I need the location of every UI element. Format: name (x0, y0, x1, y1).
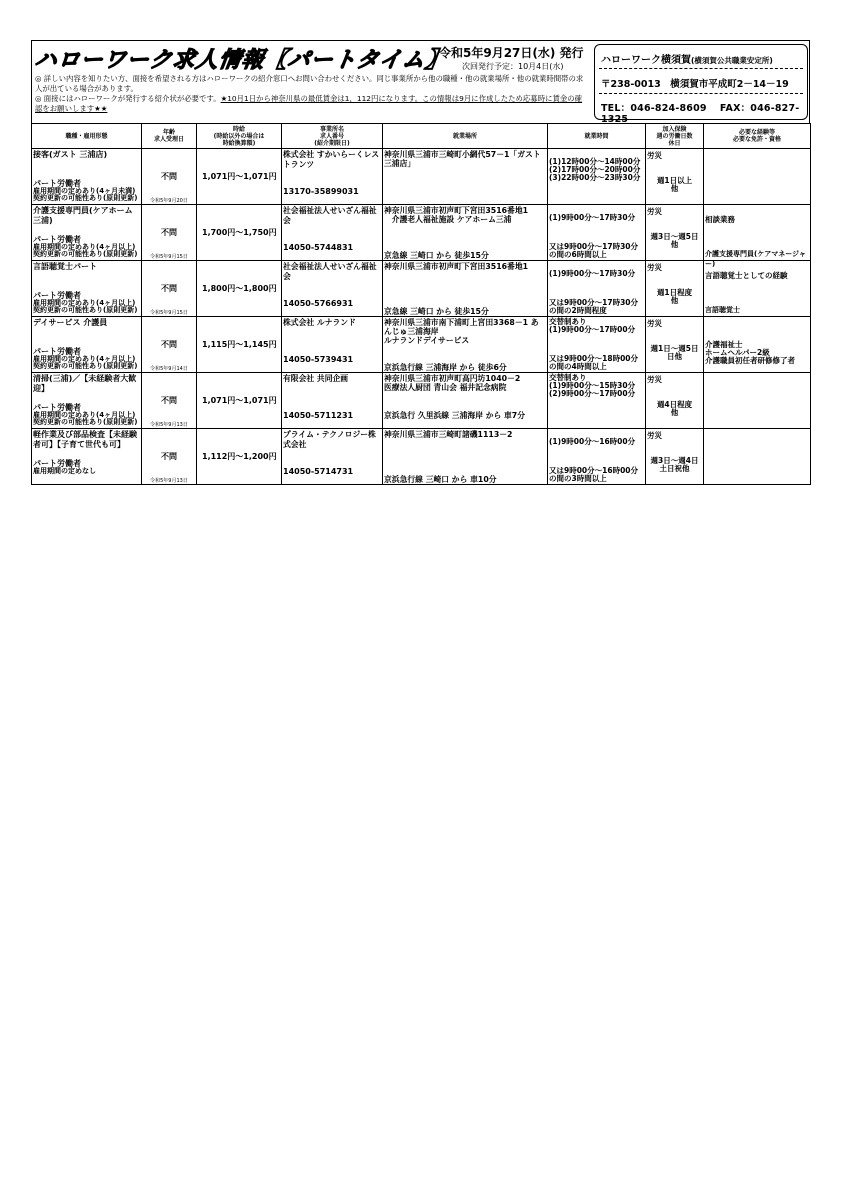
employment-type (33, 236, 140, 259)
hourly-wage: 1,071円～1,071円 (202, 396, 277, 405)
office-name (601, 51, 773, 66)
employment-label: パート労働者 (33, 403, 81, 412)
workplace-address: 神奈川県三浦市初声町下宮田3516番地1 (384, 262, 529, 271)
office-divider (599, 68, 803, 69)
contract-renewal: 契約更新の可能性あり(原則更新) (33, 306, 138, 314)
work-hours-alt: 又は9時00分～16時00分 の間の3時間以上 (549, 466, 639, 483)
company-cell (282, 205, 383, 261)
age-requirement: 不問 (161, 172, 177, 181)
qualification-cell (704, 317, 811, 373)
work-days: 週1日以上 他 (656, 176, 693, 193)
hours-cell (548, 429, 646, 485)
access-info: 京浜急行 久里浜線 三浦海岸 から 車7分 (384, 411, 526, 420)
job-number: 14050-5739431 (283, 355, 354, 364)
column-header: 必要な経験等 必要な免許・資格 (704, 124, 811, 149)
job-title: 清掃(三浦)／【未経験者大歓迎】 (33, 374, 137, 393)
column-header: 加入保険 週の労働日数 休日 (646, 124, 704, 149)
hours-cell (548, 149, 646, 205)
insurance: 労災 (647, 207, 662, 216)
access-info: 京浜急行線 三浦海岸 から 徒歩6分 (384, 363, 507, 372)
wage-cell (197, 317, 282, 373)
work-days: 週1日程度 他 (656, 288, 693, 305)
wage-cell (197, 149, 282, 205)
work-hours: 交替制あり (1)9時00分～17時00分 (549, 317, 636, 334)
employment-label: パート労働者 (33, 235, 81, 244)
access-info: 京浜急行線 三崎口 から 車10分 (384, 475, 497, 484)
insurance-cell (646, 429, 704, 485)
employment-term: 雇用期間の定めあり(4ヶ月以上) (33, 298, 136, 307)
company-cell (282, 261, 383, 317)
hours-cell (548, 261, 646, 317)
work-hours-alt: 又は9時00分～17時30分 の間の2時間程度 (549, 298, 639, 315)
job-cell (32, 261, 142, 317)
column-header: 就業時間 (548, 124, 646, 149)
job-cell (32, 149, 142, 205)
job-cell (32, 205, 142, 261)
contract-renewal: 契約更新の可能性あり(原則更新) (33, 250, 138, 258)
qualification-cell (704, 373, 811, 429)
received-date: 令和5年9月13日 (150, 422, 188, 428)
page-title: ハローワーク求人情報【パートタイム】 (32, 47, 451, 73)
employment-label: パート労働者 (33, 347, 81, 356)
received-date: 令和5年9月15日 (150, 310, 188, 316)
company-cell (282, 149, 383, 205)
notice-1: ◎ 詳しい内容を知りたい方、面接を希望される方はハローワークの紹介窓口へお問い合わせください。同じ事業所から他の職種・他の就業場所・他の就業時間帯の求人が出ている場合があります。 (35, 74, 584, 93)
company-name: 株式会社 ルナランド (283, 318, 356, 327)
employment-term: 雇用期間の定めあり(4ヶ月以上) (33, 242, 136, 251)
work-hours: (1)9時00分～17時30分 (549, 213, 636, 222)
job-number: 14050-5711231 (283, 411, 354, 420)
column-header: 年齢 求人受理日 (142, 124, 197, 149)
age-cell (142, 205, 197, 261)
hourly-wage: 1,071円～1,071円 (202, 172, 277, 181)
office-divider (599, 93, 803, 94)
access-info: 京急線 三崎口 から 徒歩15分 (384, 307, 489, 316)
hourly-wage: 1,800円～1,800円 (202, 284, 277, 293)
wage-cell (197, 373, 282, 429)
job-title: 言語聴覚士パート (33, 262, 97, 271)
hourly-wage: 1,115円～1,145円 (202, 340, 277, 349)
job-number: 14050-5766931 (283, 299, 354, 308)
insurance-cell (646, 261, 704, 317)
employment-type (33, 460, 140, 475)
employment-label: パート労働者 (33, 179, 81, 188)
job-cell (32, 373, 142, 429)
table-row[interactable] (32, 261, 811, 317)
employment-type (33, 292, 140, 315)
contract-renewal: 契約更新の可能性あり(原則更新) (33, 362, 138, 370)
workplace-address: 神奈川県三浦市南下浦町上宮田3368－1 あんじゅ三浦海岸 ルナランドデイサービス (384, 318, 539, 345)
column-header: 職種・雇用形態 (32, 124, 142, 149)
insurance: 労災 (647, 431, 662, 440)
hourly-wage: 1,112円～1,200円 (202, 452, 277, 461)
job-number: 14050-5714731 (283, 467, 354, 476)
workplace-cell (383, 261, 548, 317)
company-name: 有限会社 共同企画 (283, 374, 349, 383)
company-cell (282, 373, 383, 429)
table-row[interactable] (32, 317, 811, 373)
age-requirement: 不問 (161, 228, 177, 237)
job-cell (32, 429, 142, 485)
employment-term: 雇用期間の定めあり(4ヶ月以上) (33, 410, 136, 419)
notice-text (35, 74, 587, 114)
office-name-sub: (横須賀公共職業安定所) (691, 56, 773, 65)
job-title: 介護支援専門員(ケアホーム三浦) (33, 206, 133, 225)
employment-type (33, 348, 140, 371)
company-name: 社会福祉法人せいざん福祉会 (283, 206, 377, 225)
table-row[interactable] (32, 205, 811, 261)
job-number: 13170-35899031 (283, 187, 359, 196)
job-cell (32, 317, 142, 373)
job-title: 軽作業及び部品検査【未経験者可】【子育て世代も可】 (33, 430, 137, 449)
employment-term: 雇用期間の定めあり(4ヶ月以上) (33, 354, 136, 363)
age-cell (142, 261, 197, 317)
qualification-cell (704, 205, 811, 268)
wage-cell (197, 205, 282, 261)
workplace-cell (383, 149, 548, 205)
employment-type (33, 404, 140, 427)
company-name: 社会福祉法人せいざん福祉会 (283, 262, 377, 281)
insurance-cell (646, 373, 704, 429)
workplace-cell (383, 429, 548, 485)
received-date: 令和5年9月20日 (150, 198, 188, 204)
insurance-cell (646, 205, 704, 261)
company-cell (282, 429, 383, 485)
workplace-address: 神奈川県三浦市初声町高円坊1040－2 医療法人厨団 青山会 福井記念病院 (384, 374, 521, 392)
age-cell (142, 373, 197, 429)
hours-cell (548, 317, 646, 373)
required-experience: 相談業務 (705, 215, 735, 224)
workplace-address: 神奈川県三浦市三崎町小網代57－1「ガスト 三浦店」 (384, 150, 541, 168)
work-days: 週3日～週5日 他 (650, 232, 699, 249)
office-box (594, 44, 808, 125)
job-number: 14050-5744831 (283, 243, 354, 252)
table-row[interactable] (32, 429, 811, 485)
insurance-cell (646, 317, 704, 373)
workplace-address: 神奈川県三浦市初声町下宮田3516番地1 介護老人福祉施設 ケアホーム三浦 (384, 206, 529, 224)
employment-type (33, 180, 140, 203)
office-phone-fax: TEL：046-824-8609 FAX：046-827-1325 (601, 103, 800, 125)
qualification-cell (704, 149, 811, 205)
employment-label: パート労働者 (33, 459, 81, 468)
received-date: 令和5年9月13日 (150, 478, 188, 484)
insurance: 労災 (647, 263, 662, 272)
contract-renewal: 契約更新の可能性あり(原則更新) (33, 194, 138, 202)
next-issue-date: 次回発行予定：10月4日(水) (462, 62, 564, 71)
wage-cell (197, 429, 282, 485)
work-hours-alt: 又は9時00分～17時30分 の間の6時間以上 (549, 242, 639, 259)
hours-cell (548, 205, 646, 261)
access-info: 京急線 三崎口 から 徒歩15分 (384, 251, 489, 260)
company-name: プライム・テクノロジー株式会社 (283, 430, 376, 449)
age-cell (142, 149, 197, 205)
office-address: 〒238-0013 横須賀市平成町2－14－19 (601, 79, 789, 90)
table-row[interactable] (32, 373, 811, 429)
received-date: 令和5年9月14日 (150, 366, 188, 372)
hours-cell (548, 373, 646, 429)
employment-term: 雇用期間の定めなし (33, 466, 96, 475)
required-experience: 介護福祉士 ホームヘルパー2級 介護職員初任者研修修了者 (705, 340, 795, 365)
work-days: 週3日～週4日 土日祝他 (650, 456, 699, 473)
column-header: 事業所名 求人番号 (紹介期限日) (282, 124, 383, 149)
notice-2-prefix: ◎ 面接にはハローワークが発行する紹介状が必要です。 (35, 94, 221, 103)
insurance: 労災 (647, 151, 662, 160)
sheet-header (31, 40, 810, 123)
age-requirement: 不問 (161, 452, 177, 461)
required-license: 介護支援専門員(ケアマネージャー) (705, 250, 806, 268)
workplace-cell (383, 205, 548, 261)
minimum-wage-notice: ★10月1日から神奈川県の最低賃金は1，112円になります。この情報は9月に作成したため応募時に賃金の確認をお願いします★★ (35, 94, 583, 113)
age-cell (142, 429, 197, 485)
issue-date: 令和5年9月27日(水) 発行 (439, 46, 584, 60)
age-requirement: 不問 (161, 340, 177, 349)
insurance-cell (646, 149, 704, 205)
work-hours: (1)12時00分～14時00分 (2)17時00分～20時00分 (3)22時00分～23時30分 (549, 157, 641, 182)
table-row[interactable] (32, 149, 811, 205)
work-hours-alt: 又は9時00分～18時00分 の間の4時間以上 (549, 354, 639, 371)
qualification-cell (704, 261, 811, 317)
required-experience: 言語聴覚士としての経験 (705, 271, 788, 280)
age-cell (142, 317, 197, 373)
job-title: デイサービス 介護員 (33, 318, 108, 327)
qualification-cell (704, 429, 811, 485)
received-date: 令和5年9月15日 (150, 254, 188, 260)
job-title: 接客(ガスト 三浦店) (33, 150, 108, 159)
wage-cell (197, 261, 282, 317)
employment-term: 雇用期間の定めあり(4ヶ月未満) (33, 186, 136, 195)
column-header: 就業場所 (383, 124, 548, 149)
work-hours: (1)9時00分～16時00分 (549, 437, 636, 446)
job-table (31, 123, 811, 485)
hourly-wage: 1,700円～1,750円 (202, 228, 277, 237)
company-cell (282, 317, 383, 373)
table-header-row (32, 124, 811, 149)
job-sheet (31, 40, 810, 485)
age-requirement: 不問 (161, 396, 177, 405)
age-requirement: 不問 (161, 284, 177, 293)
work-hours: (1)9時00分～17時30分 (549, 269, 636, 278)
insurance: 労災 (647, 375, 662, 384)
workplace-address: 神奈川県三浦市三崎町諸磯1113－2 (384, 430, 513, 439)
required-license: 言語聴覚士 (705, 306, 740, 314)
contract-renewal: 契約更新の可能性あり(原則更新) (33, 418, 138, 426)
workplace-cell (383, 317, 548, 373)
work-days: 週1日～週5日 日他 (650, 344, 699, 361)
company-name: 株式会社 すかいらーくレストランツ (283, 150, 380, 169)
work-days: 週4日程度 他 (656, 400, 693, 417)
insurance: 労災 (647, 319, 662, 328)
notice-2 (35, 94, 587, 114)
work-hours: 交替制あり (1)9時00分～15時30分 (2)9時00分～17時00分 (549, 373, 636, 398)
office-name-main: ハローワーク横須賀 (601, 55, 691, 66)
column-header: 時給 (時給以外の場合は 時給換算額) (197, 124, 282, 149)
workplace-cell (383, 373, 548, 429)
employment-label: パート労働者 (33, 291, 81, 300)
